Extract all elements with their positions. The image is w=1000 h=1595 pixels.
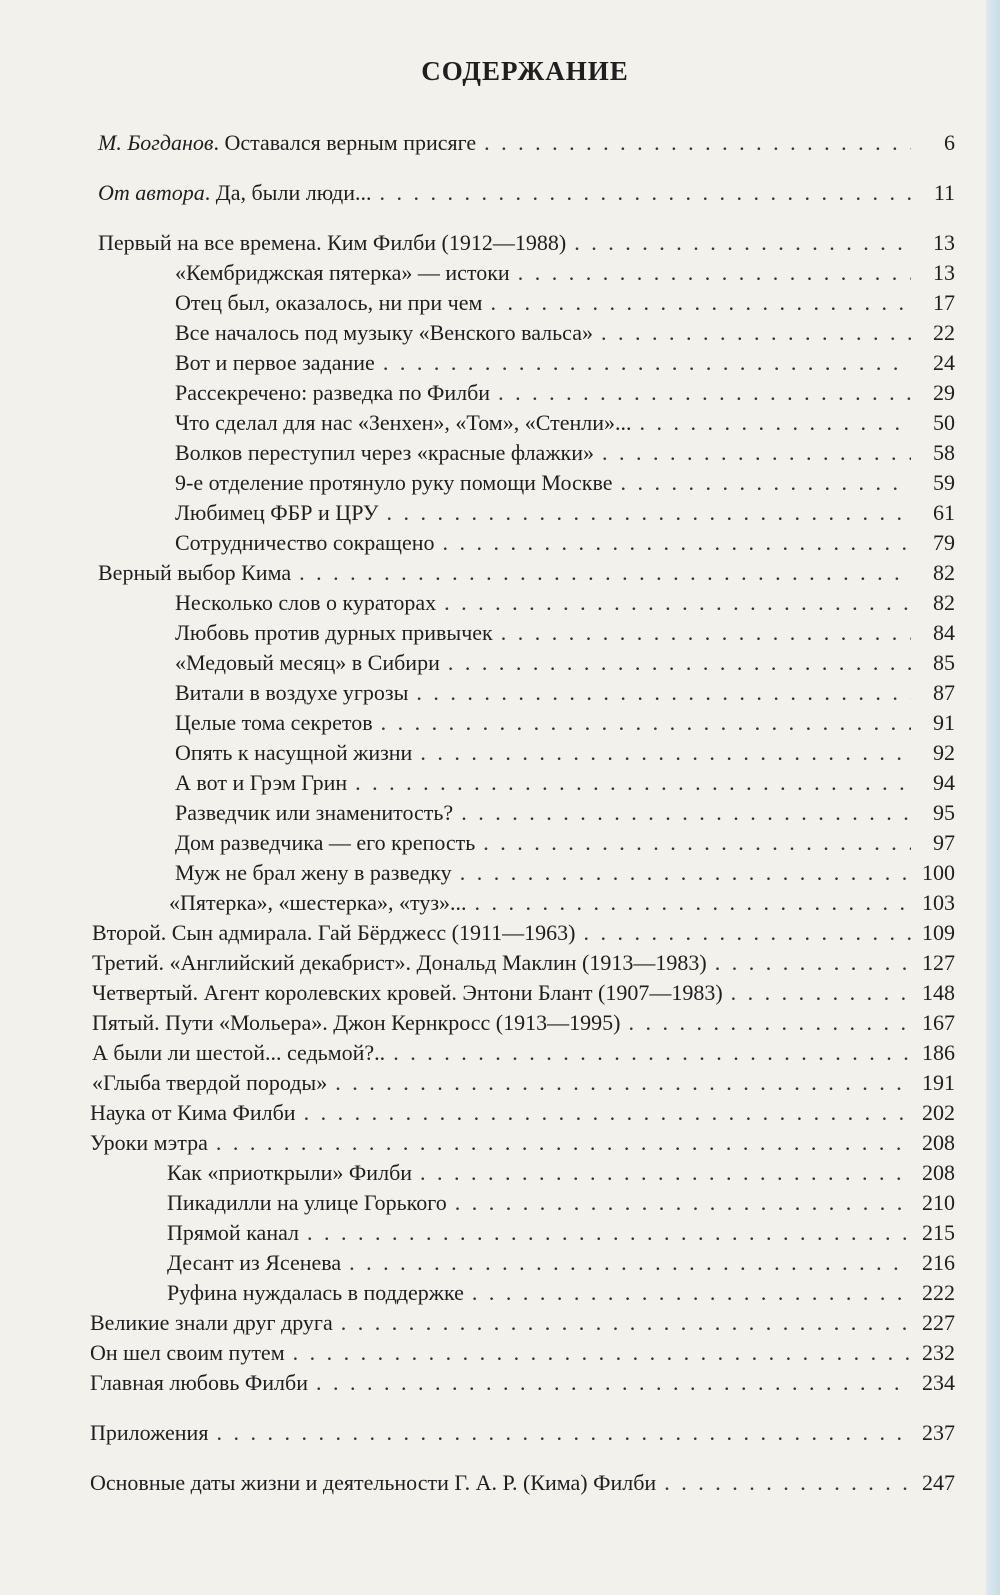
toc-entry-text: Пятый. Пути «Мольера». Джон Кернкросс (1913—1995) [92,1010,621,1035]
toc-entry-title [175,680,408,706]
toc-entry-page: 17 [933,290,955,315]
toc-entry-text: Прямой канал [167,1220,300,1245]
toc-entry-title [175,290,482,316]
toc-entry [175,290,955,320]
toc-entry-text: Опять к насущной жизни [175,740,413,765]
dot-leader [444,590,911,616]
toc-entry-text: Дом разведчика — его крепость [175,830,476,855]
toc-entry-title [167,1250,341,1276]
toc-entry-text: Главная любовь Филби [90,1370,308,1395]
toc-entry [90,1470,955,1500]
toc-entry [175,770,955,800]
toc-entry-page: 6 [944,130,955,155]
toc-entry-title [175,530,435,556]
toc-entry-text: Как «приоткрыли» Филби [167,1160,413,1185]
dot-leader [498,380,911,406]
toc-entry-page: 191 [922,1070,955,1095]
toc-entry-page: 92 [933,740,955,765]
toc-entry-text: Приложения [90,1420,209,1445]
toc-entry-page: 84 [933,620,955,645]
toc-entry [90,1420,955,1450]
toc-entry [175,650,955,680]
toc-entry-title [98,130,476,156]
toc-entry-title [175,350,375,376]
toc-entry [175,530,955,560]
toc-entry-text: Десант из Ясенева [167,1250,342,1275]
toc-entry-title [175,410,631,436]
dot-leader [293,1340,911,1366]
dot-leader [455,1190,911,1216]
toc-entry-text: Третий. «Английский декабрист». Дональд Маклин (1913—1983) [92,950,707,975]
dot-leader [620,470,911,496]
dot-leader [490,290,911,316]
toc-entry [98,560,955,590]
toc-entry-page: 61 [933,500,955,525]
dot-leader [483,830,911,856]
toc-entry [90,1100,955,1130]
toc-entry-text: Основные даты жизни и деятельности Г. А. Р. (Кима) Филби [90,1470,657,1495]
toc-entry-title [175,620,493,646]
toc-entry-title [90,1100,296,1126]
toc-entry-text: «Кембриджская пятерка» — истоки [175,260,510,285]
toc-entry-title [90,1340,285,1366]
toc-entry-text: Муж не брал жену в разведку [175,860,452,885]
toc-entry [98,130,955,160]
toc-entry-title [175,710,373,736]
toc-entry-page: 103 [922,890,955,915]
toc-entry [175,260,955,290]
toc-entry [90,1370,955,1400]
toc-entry-text: Витали в воздухе угрозы [175,680,409,705]
toc-entry [98,230,955,260]
toc-entry-text: «Глыба твердой породы» [92,1070,328,1095]
dot-leader [472,1280,911,1306]
dot-leader [420,740,911,766]
dot-leader [299,560,911,586]
dot-leader [583,920,911,946]
toc-entry-title [90,1420,208,1446]
toc-entry-text: «Медовый месяц» в Сибири [175,650,440,675]
toc-entry-page: 85 [933,650,955,675]
toc-entry-text: Руфина нуждалась в поддержке [167,1280,464,1305]
toc-entry [169,890,955,920]
toc-entry-page: 208 [922,1160,955,1185]
toc-entry-text: Уроки мэтра [90,1130,208,1155]
toc-entry-page: 109 [922,920,955,945]
toc-entry-page: 50 [933,410,955,435]
toc-entry-title [92,920,575,946]
toc-entry-page: 82 [933,560,955,585]
toc-entry-title [167,1190,447,1216]
dot-leader [628,1010,911,1036]
toc-entry [175,380,955,410]
dot-leader [355,770,911,796]
toc-entry-page: 13 [933,230,955,255]
dot-leader [216,1130,911,1156]
toc-entry-page: 148 [922,980,955,1005]
dot-leader [341,1310,911,1336]
toc-entry [175,470,955,500]
toc-entry-page: 58 [933,440,955,465]
page-title: СОДЕРЖАНИЕ [421,56,629,86]
toc-entry [92,920,955,950]
toc-entry-text: Верный выбор Кима [98,560,292,585]
toc-entry-page: 167 [922,1010,955,1035]
dot-leader [379,180,911,206]
toc-entry [167,1190,955,1220]
dot-leader [518,260,911,286]
toc-entry-title [175,740,412,766]
toc-entry [175,620,955,650]
toc-entry-page: 91 [933,710,955,735]
toc-entry [175,500,955,530]
toc-entry [175,440,955,470]
dot-leader [316,1370,911,1396]
toc-entry-title [98,560,291,586]
dot-leader [349,1250,911,1276]
toc-entry-text: . Да, были люди... [204,180,372,205]
toc-entry-title [175,830,475,856]
toc-entry-title [92,1040,385,1066]
toc-entry-text: «Пятерка», «шестерка», «туз»... [169,890,467,915]
dot-leader [383,350,911,376]
toc-entry-text: Разведчик или знаменитость? [175,800,454,825]
toc-entry-page: 97 [933,830,955,855]
toc-entry-text: Отец был, оказалось, ни при чем [175,290,483,315]
toc-entry-title [92,1010,620,1036]
toc-entry [92,1010,955,1040]
toc-entry-text: Целые тома секретов [175,710,373,735]
toc-entry [90,1310,955,1340]
toc-entry [90,1130,955,1160]
dot-leader [602,440,911,466]
toc-entry-text: А вот и Грэм Грин [175,770,348,795]
dot-leader [639,410,911,436]
toc-entry-page: 247 [922,1470,955,1495]
toc-entry-title [92,950,707,976]
dot-leader [574,230,911,256]
dot-leader [448,650,911,676]
toc-entry-title [175,650,440,676]
toc-entry-page: 127 [922,950,955,975]
toc-entry-page: 11 [933,180,955,205]
toc-entry [175,800,955,830]
toc-entry-page: 22 [933,320,955,345]
toc-entry-page: 222 [922,1280,955,1305]
toc-entry-title [90,1310,333,1336]
toc-entry-text: Четвертый. Агент королевских кровей. Энтони Блант (1907—1983) [92,980,723,1005]
toc-entry-title [175,440,594,466]
toc-entry-title [175,800,453,826]
toc-entry-page: 100 [922,860,955,885]
toc-entry [92,1070,955,1100]
toc-entry-page: 215 [922,1220,955,1245]
toc-entry-text: Несколько слов о кураторах [175,590,437,615]
toc-entry [175,740,955,770]
toc-entry-title [175,770,347,796]
toc-entry-title [167,1280,464,1306]
toc-entry-title [90,1470,656,1496]
toc-entry [92,1040,955,1070]
toc-entry-page: 227 [922,1310,955,1335]
toc-entry [167,1160,955,1190]
dot-leader [731,980,911,1006]
toc-entry-page: 208 [922,1130,955,1155]
toc-entry-page: 237 [922,1420,955,1445]
toc-entry [92,980,955,1010]
toc-entry-title [98,180,371,206]
toc-entry-page: 29 [933,380,955,405]
toc-entry-title [92,980,723,1006]
dot-leader [381,710,911,736]
toc-entry-text: Все началось под музыку «Венского вальса» [175,320,593,345]
toc-entry [175,860,955,890]
toc-entry-text: Он шел своим путем [90,1340,285,1365]
dot-leader [461,800,911,826]
toc-entry-text: Сотрудничество сокращено [175,530,435,555]
toc-entry [175,590,955,620]
toc-entry-text: Что сделал для нас «Зенхен», «Том», «Стенли»... [175,410,632,435]
dot-leader [416,680,911,706]
toc-entry-title [167,1160,412,1186]
toc-entry-title [175,500,378,526]
toc-entry [90,1340,955,1370]
toc-entry-author: М. Богданов [98,130,214,155]
dot-leader [601,320,911,346]
toc-entry-author: От автора [98,180,205,205]
toc-entry-page: 234 [922,1370,955,1395]
dot-leader [715,950,911,976]
toc-entry-title [175,320,593,346]
toc-entry-title [90,1370,308,1396]
toc-entry-title [92,1070,327,1096]
toc-entry [167,1220,955,1250]
dot-leader [304,1100,911,1126]
toc-entry-title [169,890,467,916]
toc-entry-title [175,590,436,616]
toc-entry-text: А были ли шестой... седьмой?.. [92,1040,386,1065]
dot-leader [475,890,911,916]
toc-entry-page: 216 [922,1250,955,1275]
toc-entry-page: 95 [933,800,955,825]
dot-leader [664,1470,911,1496]
toc-entry-title [175,260,510,286]
toc-entry-text: . Оставался верным присяге [213,130,477,155]
toc-entry [175,350,955,380]
toc-entry-page: 24 [933,350,955,375]
dot-leader [386,500,911,526]
toc-entry-text: Второй. Сын адмирала. Гай Бёрджесс (1911—1963) [92,920,576,945]
toc-entry-text: Волков переступил через «красные флажки» [175,440,594,465]
toc-entry-text: Рассекречено: разведка по Филби [175,380,491,405]
page-edge [986,0,1000,1595]
toc-entry [175,410,955,440]
toc-entry-text: Первый на все времена. Ким Филби (1912—1988) [98,230,567,255]
toc-entry [167,1250,955,1280]
toc-entry-page: 202 [922,1100,955,1125]
dot-leader [216,1420,911,1446]
toc-entry-text: Любимец ФБР и ЦРУ [175,500,379,525]
toc-entry-page: 186 [922,1040,955,1065]
toc-entry [175,710,955,740]
toc-entry-text: Великие знали друг друга [90,1310,333,1335]
dot-leader [307,1220,911,1246]
dot-leader [420,1160,911,1186]
toc-entry-title [175,470,612,496]
toc-entry-page: 232 [922,1340,955,1365]
toc-entry-page: 13 [933,260,955,285]
dot-leader [443,530,911,556]
dot-leader [501,620,911,646]
toc-entry-text: Пикадилли на улице Горького [167,1190,447,1215]
toc-entry [92,950,955,980]
toc-entry-title [90,1130,208,1156]
toc-entry-text: Любовь против дурных привычек [175,620,493,645]
toc-entry [98,180,955,210]
toc-entry-text: 9-е отделение протянуло руку помощи Москве [175,470,613,495]
toc-entry-page: 59 [933,470,955,495]
toc-entry-page: 210 [922,1190,955,1215]
toc-entry-page: 79 [933,530,955,555]
toc-entry-title [98,230,566,256]
toc-entry-title [175,380,490,406]
toc-entry [175,830,955,860]
dot-leader [335,1070,911,1096]
toc-entry-page: 82 [933,590,955,615]
toc-entry-title [175,860,452,886]
toc-entry [175,320,955,350]
toc-entry [167,1280,955,1310]
toc-entry-text: Наука от Кима Филби [90,1100,296,1125]
toc-entry-title [167,1220,299,1246]
dot-leader [393,1040,911,1066]
toc-entry-text: Вот и первое задание [175,350,375,375]
toc-entry-page: 87 [933,680,955,705]
dot-leader [484,130,911,156]
toc-entry [175,680,955,710]
dot-leader [460,860,911,886]
toc-entry-page: 94 [933,770,955,795]
